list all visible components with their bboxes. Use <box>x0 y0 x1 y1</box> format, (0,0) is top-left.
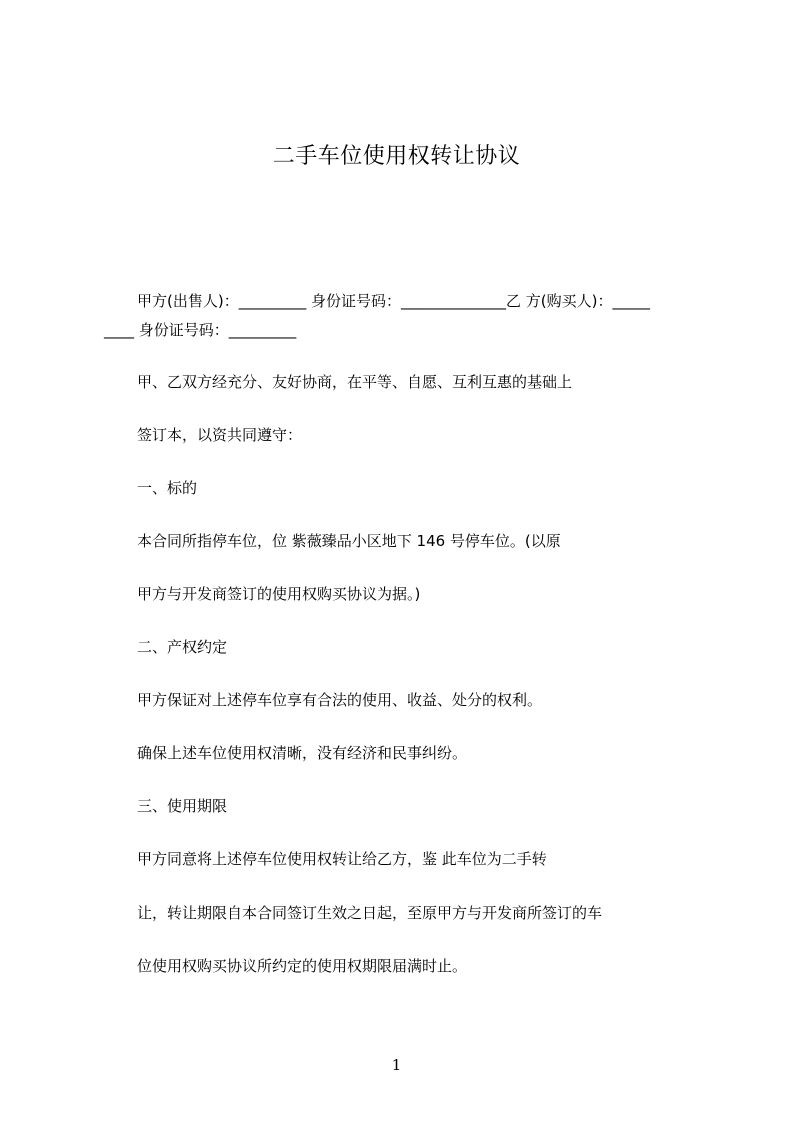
ownership-clause-line-1: 甲方保证对上述停车位享有合法的使用、收益、处分的权利。 <box>137 691 543 709</box>
section-heading-ownership: 二、产权约定 <box>137 638 228 656</box>
section-heading-subject: 一、标的 <box>137 479 198 497</box>
preamble-line-2: 签订本，以资共同遵守： <box>137 426 303 444</box>
term-clause-line-2: 让，转让期限自本合同签订生效之日起，至原甲方与开发商所签订的车 <box>137 904 603 922</box>
term-clause-line-1: 甲方同意将上述停车位使用权转让给乙方，鉴 此车位为二手转 <box>137 850 547 868</box>
ownership-clause-line-2: 确保上述车位使用权清晰，没有经济和民事纠纷。 <box>137 744 468 762</box>
page-number: 1 <box>391 1056 402 1074</box>
preamble-line-1: 甲、乙双方经充分、友好协商，在平等、自愿、互利互惠的基础上 <box>137 373 573 391</box>
section-heading-term: 三、使用期限 <box>137 797 228 815</box>
party-info-line: 甲方(出售人)：_________ 身份证号码：______________乙 方(购买人)：_____ <box>137 292 650 310</box>
party-info-continuation: ____ 身份证号码：_________ <box>104 321 297 339</box>
subject-clause-line-1: 本合同所指停车位，位 紫薇臻品小区地下 146 号停车位。(以原 <box>137 532 561 550</box>
term-clause-line-3: 位使用权购买协议所约定的使用权期限届满时止。 <box>137 957 468 975</box>
document-title: 二手车位使用权转让协议 <box>272 144 521 169</box>
subject-clause-line-2: 甲方与开发商签订的使用权购买协议为据。) <box>137 585 421 603</box>
